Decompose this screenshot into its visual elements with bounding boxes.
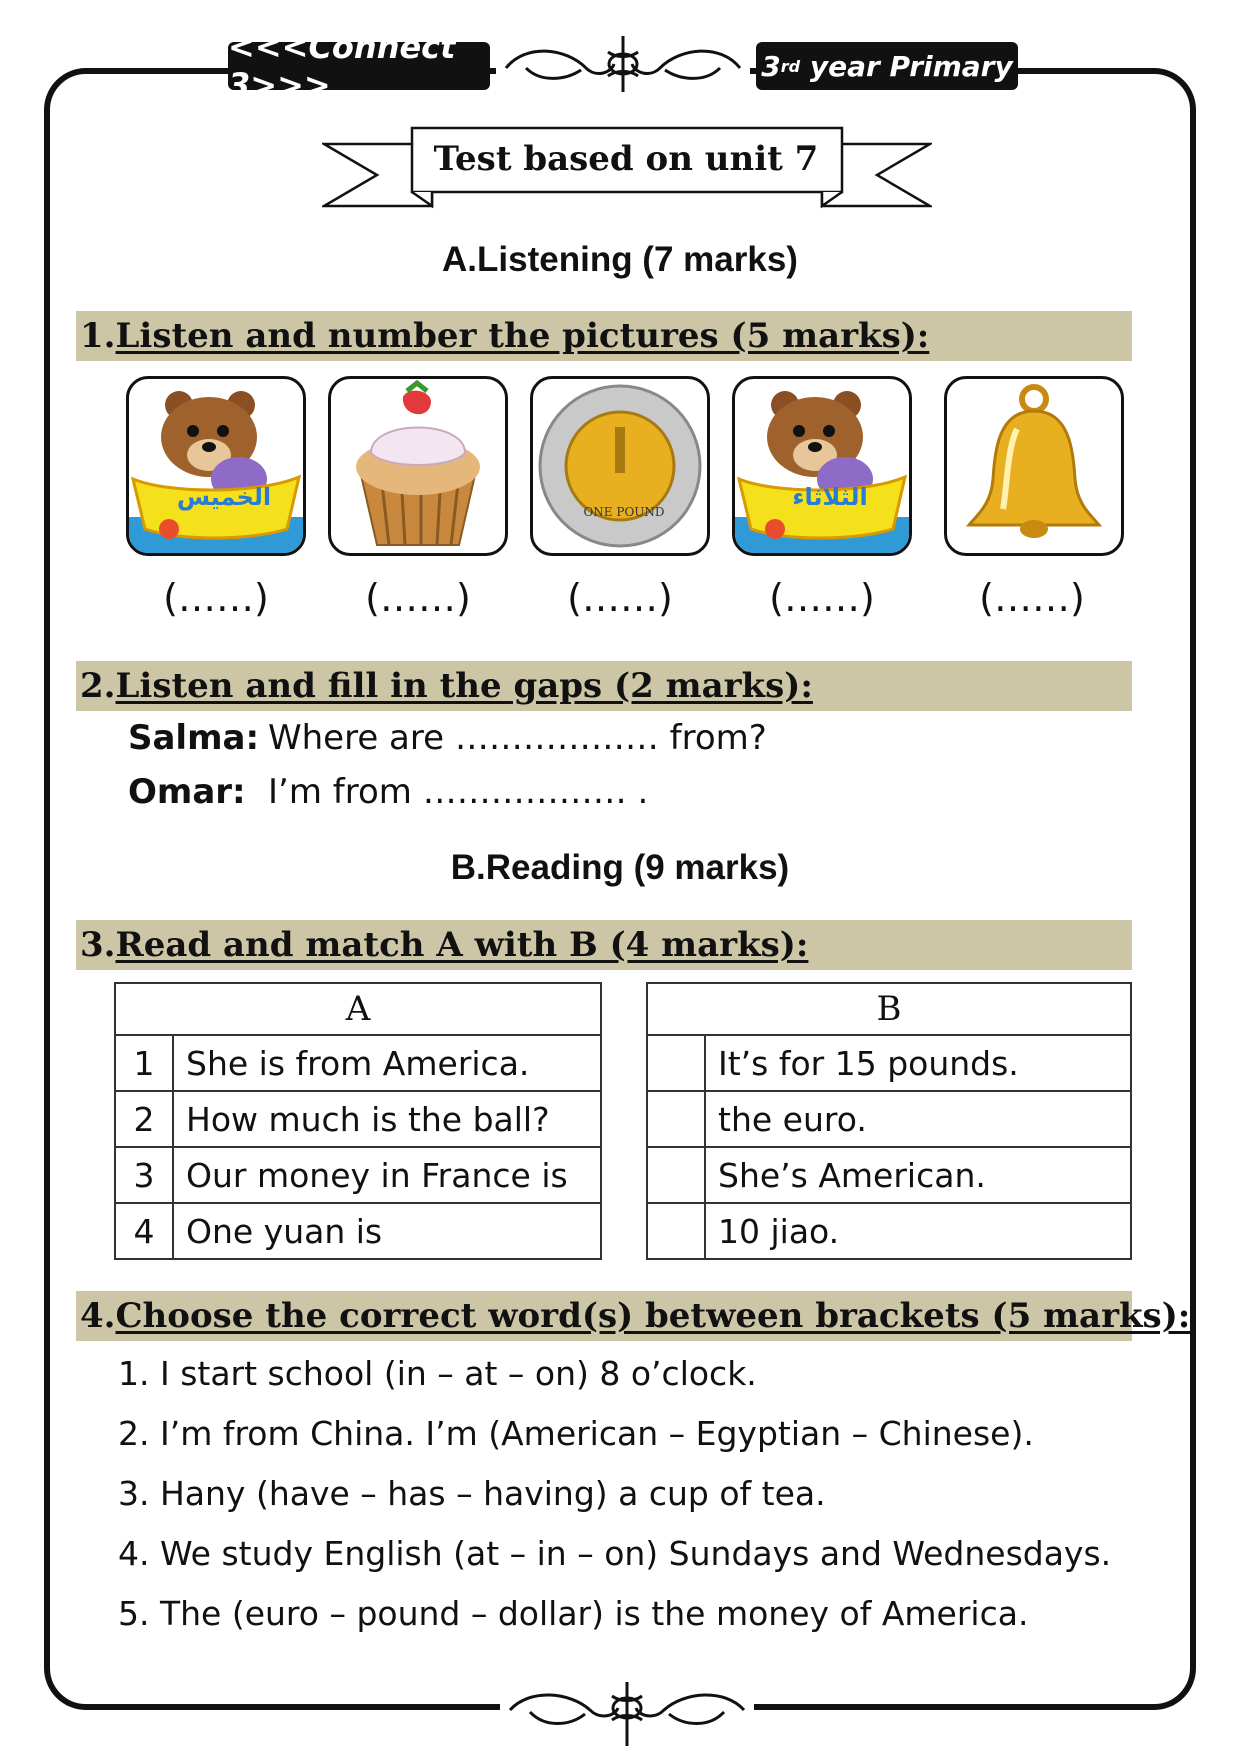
picture-caption: الخميس [176,483,272,511]
dialog-text[interactable]: Where are ……………… from? [268,718,767,758]
year-suffix: rd [780,56,801,76]
test-title: Test based on unit 7 [433,139,819,179]
row-number: 1 [115,1035,173,1091]
dialog-line-omar [128,772,648,812]
table-row [115,1091,601,1147]
row-text: It’s for 15 pounds. [705,1035,1131,1091]
speaker-name: Omar: [128,772,246,812]
coin-caption: ONE POUND [583,505,665,519]
table-row [647,1091,1131,1147]
bear-boat-icon [129,379,303,553]
row-text: She’s American. [705,1147,1131,1203]
row-text: She is from America. [173,1035,601,1091]
table-b-header: B [647,983,1131,1035]
choice-list [118,1344,1111,1644]
list-item[interactable]: 5. The (euro – pound – dollar) is the money of America. [118,1594,1029,1633]
answer-cell[interactable] [647,1035,705,1091]
row-number: 2 [115,1091,173,1147]
book-tag: <<<Connect 3>>> [228,42,490,90]
flourish-ornament-icon [496,28,750,100]
question-2-bar [76,661,1132,711]
list-item[interactable]: 1. I start school (in – at – on) 8 o’clock. [118,1354,757,1393]
picture-row [126,376,1132,558]
question-number: 3. [80,925,116,965]
list-item[interactable]: 3. Hany (have – has – having) a cup of tea. [118,1474,826,1513]
listening-section-title: A.Listening (7 marks) [442,240,798,279]
flourish-ornament-icon [500,1678,754,1750]
answer-cell[interactable] [647,1147,705,1203]
picture-bell [944,376,1124,556]
row-text: 10 jiao. [705,1203,1131,1259]
question-number: 4. [80,1296,116,1336]
answer-blank-3[interactable]: (……) [567,576,673,620]
cupcake-icon [331,379,505,553]
year-tag [756,42,1018,90]
list-item[interactable]: 2. I’m from China. I’m (American – Egyptian – Chinese). [118,1414,1034,1453]
list-item[interactable]: 4. We study English (at – in – on) Sundays and Wednesdays. [118,1534,1112,1573]
picture-cupcake [328,376,508,556]
table-row [647,1147,1131,1203]
row-number: 3 [115,1147,173,1203]
year-text: year Primary [800,49,1013,83]
picture-coin [530,376,710,556]
question-title: Listen and number the pictures (5 marks): [115,316,930,356]
question-title: Listen and fill in the gaps (2 marks): [115,666,813,706]
dialog-line-salma [128,718,767,758]
table-row [647,1035,1131,1091]
answer-blank-1[interactable]: (……) [163,576,269,620]
answer-blank-5[interactable]: (……) [979,576,1085,620]
answer-cell[interactable] [647,1203,705,1259]
picture-bear-tuesday [732,376,912,556]
answer-blank-2[interactable]: (……) [365,576,471,620]
question-3-bar [76,920,1132,970]
row-text: Our money in France is [173,1147,601,1203]
match-table-a [114,982,602,1260]
picture-caption: الثلاثاء [792,483,868,511]
question-title: Read and match A with B (4 marks): [115,925,809,965]
answer-cell[interactable] [647,1091,705,1147]
bell-icon [947,379,1121,553]
speaker-name: Salma: [128,718,260,758]
question-4-bar [76,1291,1191,1341]
table-row [647,1203,1131,1259]
row-text: How much is the ball? [173,1091,601,1147]
row-text: One yuan is [173,1203,601,1259]
bear-boat-icon [735,379,909,553]
table-a-header: A [115,983,601,1035]
table-row [115,1147,601,1203]
picture-bear-thursday [126,376,306,556]
question-1-bar [76,311,1132,361]
match-table-b [646,982,1132,1260]
answer-blank-4[interactable]: (……) [769,576,875,620]
one-pound-coin-icon [533,379,707,553]
row-text: the euro. [705,1091,1131,1147]
table-row [115,1203,601,1259]
row-number: 4 [115,1203,173,1259]
dialog-text[interactable]: I’m from ……………… . [268,772,649,812]
table-row [115,1035,601,1091]
reading-section-title: B.Reading (9 marks) [450,848,790,887]
question-number: 1. [80,316,116,356]
question-number: 2. [80,666,116,706]
question-title: Choose the correct word(s) between brackets (5 marks): [115,1296,1191,1336]
year-number: 3 [761,49,781,83]
